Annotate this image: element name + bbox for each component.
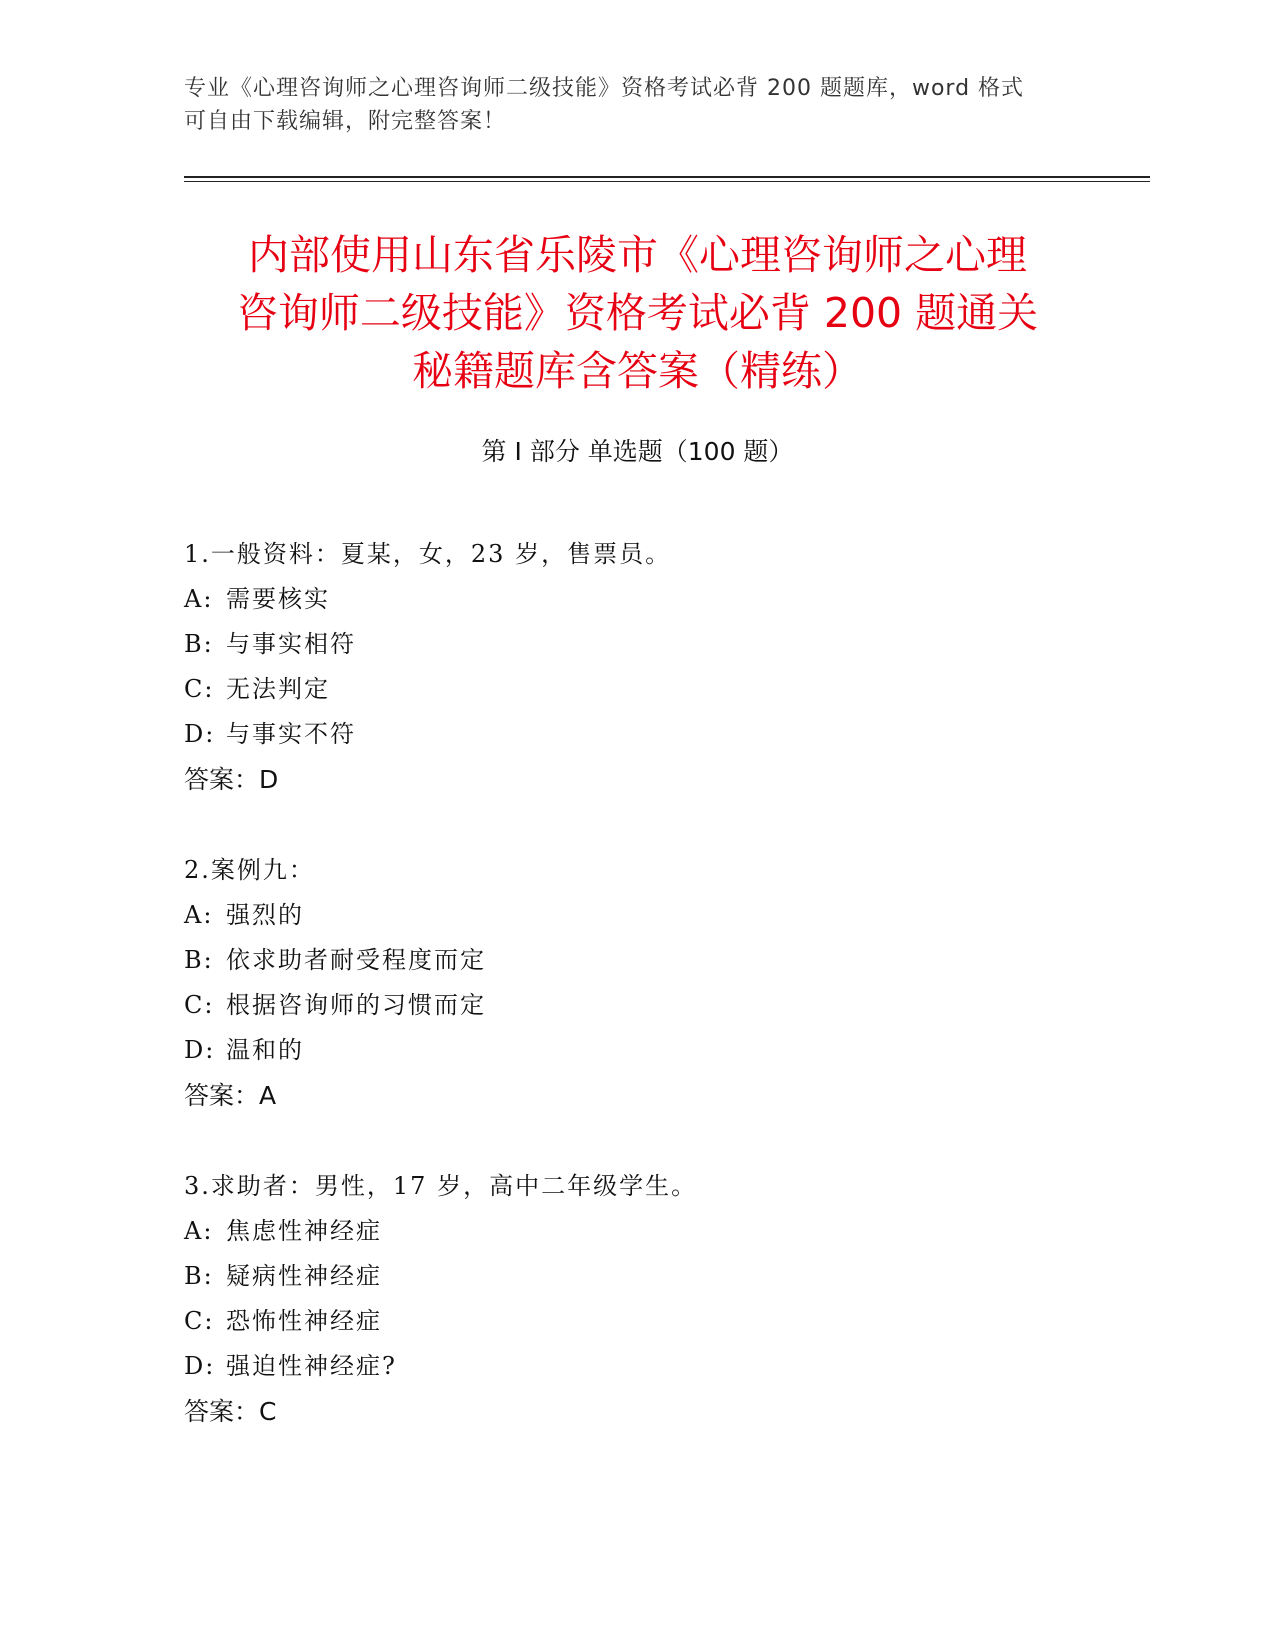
option-text: 焦虑性神经症 <box>226 1217 382 1245</box>
option-b <box>184 1254 1104 1299</box>
question-stem: 3.求助者：男性，17 岁，高中二年级学生。 <box>184 1172 698 1200</box>
option-text: 温和的 <box>226 1036 304 1064</box>
option-letter: B: <box>184 630 214 658</box>
option-letter: D: <box>184 720 216 748</box>
option-text: 与事实相符 <box>226 630 356 658</box>
option-b <box>184 938 1104 983</box>
document-title-line-1: 内部使用山东省乐陵市《心理咨询师之心理 <box>248 231 1027 279</box>
option-letter: D: <box>184 1352 216 1380</box>
answer: 答案：C <box>184 1397 277 1426</box>
option-text: 恐怖性神经症 <box>226 1307 382 1335</box>
option-d <box>184 1028 1104 1073</box>
question-3 <box>184 1164 1104 1434</box>
option-d <box>184 1344 1104 1389</box>
answer: 答案：A <box>184 1081 277 1110</box>
option-a <box>184 577 1104 622</box>
option-letter: C: <box>184 675 215 703</box>
header-note-line-2: 可自由下载编辑，附完整答案！ <box>184 109 507 134</box>
header-divider-thin <box>184 181 1150 182</box>
section-title: 第 I 部分 单选题（100 题） <box>481 437 794 466</box>
option-a <box>184 893 1104 938</box>
option-c <box>184 667 1104 712</box>
option-d <box>184 712 1104 757</box>
document-title <box>150 226 1125 400</box>
question-stem: 2.案例九： <box>184 856 315 884</box>
option-letter: C: <box>184 1307 215 1335</box>
question-1 <box>184 532 1104 802</box>
question-stem: 1.一般资料：夏某，女，23 岁，售票员。 <box>184 540 672 568</box>
option-text: 无法判定 <box>226 675 330 703</box>
document-title-line-3: 秘籍题库含答案（精练） <box>412 347 863 395</box>
option-text: 根据咨询师的习惯而定 <box>226 991 486 1019</box>
option-text: 强烈的 <box>226 901 304 929</box>
option-letter: C: <box>184 991 215 1019</box>
option-text: 需要核实 <box>226 585 330 613</box>
answer: 答案：D <box>184 765 279 794</box>
option-letter: A: <box>184 585 214 613</box>
option-c <box>184 983 1104 1028</box>
header-divider-thick <box>184 176 1150 178</box>
option-letter: A: <box>184 901 214 929</box>
option-letter: B: <box>184 946 214 974</box>
option-letter: D: <box>184 1036 216 1064</box>
option-text: 与事实不符 <box>226 720 356 748</box>
header-note <box>184 72 1074 138</box>
option-text: 强迫性神经症? <box>226 1352 397 1380</box>
option-c <box>184 1299 1104 1344</box>
question-list <box>184 532 1104 1480</box>
option-text: 依求助者耐受程度而定 <box>226 946 486 974</box>
option-letter: A: <box>184 1217 214 1245</box>
option-a <box>184 1209 1104 1254</box>
header-note-line-1: 专业《心理咨询师之心理咨询师二级技能》资格考试必背 200 题题库，word 格式 <box>184 76 1025 101</box>
option-b <box>184 622 1104 667</box>
question-2 <box>184 848 1104 1118</box>
option-letter: B: <box>184 1262 214 1290</box>
option-text: 疑病性神经症 <box>226 1262 382 1290</box>
document-title-line-2: 咨询师二级技能》资格考试必背 200 题通关 <box>236 289 1039 337</box>
